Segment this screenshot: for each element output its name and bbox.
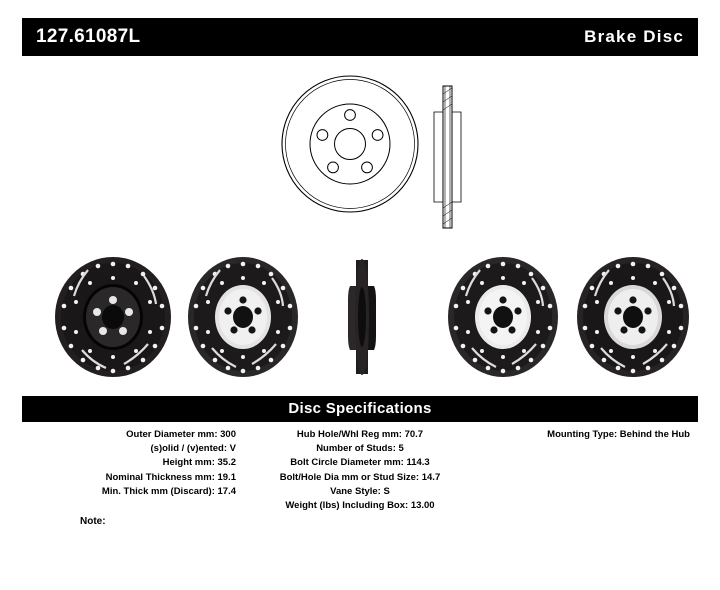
spec-column-center	[244, 428, 476, 513]
page-title: Brake Disc	[584, 27, 684, 46]
rotor-edge-profile-view	[342, 252, 388, 387]
drilled-slotted-rotor-view-4	[442, 252, 564, 387]
spec-item: Bolt/Hole Dia mm or Stud Size: 14.7	[279, 471, 441, 483]
drilled-slotted-rotor-view-5	[572, 252, 694, 387]
rotor-edge-icon	[342, 252, 388, 382]
spec-column-left	[22, 428, 244, 513]
rotor-section-view	[430, 82, 466, 237]
spec-item: Nominal Thickness mm: 19.1	[105, 471, 236, 483]
spec-section-title: Disc Specifications	[22, 396, 698, 422]
spec-columns	[22, 428, 698, 513]
rotor-face-icon	[280, 74, 420, 214]
header-bar	[22, 18, 698, 56]
spec-item: Number of Studs: 5	[316, 443, 404, 455]
spec-column-right	[476, 428, 698, 513]
rotor-photo-icon-5	[572, 252, 694, 382]
drawing-area	[22, 62, 698, 392]
spec-item: Mounting Type: Behind the Hub	[547, 429, 690, 440]
rotor-photo-icon-4	[442, 252, 564, 382]
rotor-photo-icon-1	[52, 252, 174, 382]
spec-item: Min. Thick mm (Discard): 17.4	[101, 485, 236, 497]
rotor-photo-row	[22, 252, 698, 392]
rotor-section-icon	[430, 82, 466, 232]
spec-item: Vane Style: S	[330, 485, 390, 497]
spec-item: (s)olid / (v)ented: V	[150, 443, 236, 455]
part-number: 127.61087L	[36, 26, 141, 47]
spec-item: Weight (lbs) Including Box: 13.00	[285, 500, 435, 512]
spec-item: Hub Hole/Whl Reg mm: 70.7	[296, 429, 424, 440]
spec-item: Height mm: 35.2	[162, 457, 236, 469]
spec-item: Bolt Circle Diameter mm: 114.3	[290, 457, 430, 469]
rotor-photo-icon-2	[182, 252, 304, 382]
drilled-slotted-rotor-view-1	[52, 252, 174, 387]
drilled-slotted-rotor-view-2	[182, 252, 304, 387]
rotor-face-view	[280, 74, 420, 219]
spec-item: Outer Diameter mm: 300	[126, 429, 236, 440]
note-label: Note:	[80, 516, 106, 527]
note-row	[22, 516, 698, 527]
